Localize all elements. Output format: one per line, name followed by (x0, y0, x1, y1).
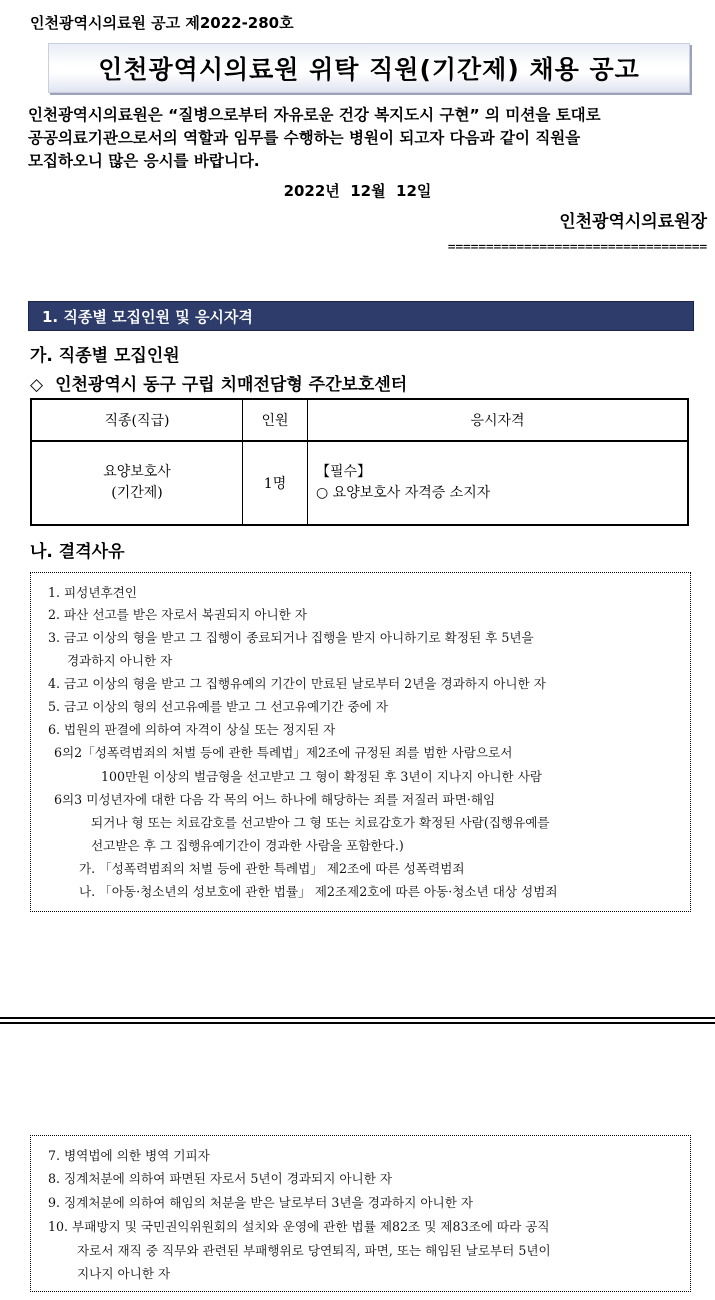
signer: 인천광역시의료원장 (559, 212, 707, 232)
page-title: 인천광역시의료원 위탁 직원(기간제) 채용 공고 (98, 55, 640, 84)
qualification-required-label: 【필수】 (316, 464, 372, 480)
list-item: 6. 법원의 판결에 의하여 자격이 상실 또는 정지된 자 (48, 722, 336, 737)
intro-line-1: 인천광역시의료원은 “질병으로부터 자유로운 건강 복지도시 구현” 의 미션을 토대로 (28, 106, 601, 124)
list-item: 1. 피성년후견인 (48, 585, 138, 600)
list-item: 9. 징계처분에 의하여 해임의 처분을 받은 날로부터 3년을 경과하지 아니한 자 (48, 1195, 474, 1210)
intro-line-2: 공공의료기관으로서의 역할과 임무를 수행하는 병원이 되고자 다음과 같이 직원을 (28, 129, 581, 147)
list-item: 지나지 아니한 자 (77, 1266, 171, 1281)
qualification-item: ○ 요양보호사 자격증 소지자 (316, 485, 491, 501)
count-cell: 1명 (243, 441, 308, 525)
center-name-line (30, 370, 407, 395)
diamond-icon: ◇ (30, 375, 44, 395)
list-item: 7. 병역법에 의한 병역 기피자 (48, 1148, 210, 1163)
list-item: 경과하지 아니한 자 (67, 653, 173, 668)
intro-line-3: 모집하오니 많은 응시를 바랍니다. (28, 152, 260, 170)
job-grade: (기간제) (111, 485, 163, 501)
page-break-divider (0, 1017, 715, 1024)
list-item: 6의3 미성년자에 대한 다음 각 목의 어느 하나에 해당하는 죄를 저질러 파면·해임 (54, 792, 496, 807)
list-item: 5. 금고 이상의 형의 선고유예를 받고 그 선고유예기간 중에 자 (48, 699, 389, 714)
recruitment-table (30, 398, 689, 526)
section-title: 1. 직종별 모집인원 및 응시자격 (42, 307, 253, 326)
center-name: 인천광역시 동구 구립 치매전담형 주간보호센터 (55, 375, 408, 395)
table-header-row (31, 399, 688, 441)
table-header-count: 인원 (243, 399, 308, 441)
list-item: 자로서 재직 중 직무와 관련된 부패행위로 당연퇴직, 파면, 또는 해임된 날로부터 5년이 (77, 1243, 551, 1258)
list-item: 100만원 이상의 벌금형을 선고받고 그 형이 확정된 후 3년이 지나지 아니한 사람 (101, 769, 543, 784)
list-item: 가. 「성폭력범죄의 처벌 등에 관한 특례법」 제2조에 따른 성폭력범죄 (79, 861, 465, 876)
list-item: 10. 부패방지 및 국민권익위원회의 설치와 운영에 관한 법률 제82조 및 제83조에 따라 공직 (48, 1219, 550, 1234)
table-header-job: 직종(직급) (31, 399, 243, 441)
list-item: 선고받은 후 그 집행유예기간이 경과한 사람을 포함한다.) (91, 838, 404, 853)
list-item: 8. 징계처분에 의하여 파면된 자로서 5년이 경과되지 아니한 자 (48, 1171, 393, 1186)
table-row (31, 441, 688, 525)
list-item: 2. 파산 선고를 받은 자로서 복권되지 아니한 자 (48, 607, 308, 622)
subsection-heading-a: 가. 직종별 모집인원 (30, 346, 180, 366)
qualification-cell (308, 441, 689, 525)
disqualification-box-2 (30, 1135, 691, 1292)
separator-line: ================================== (447, 240, 707, 255)
list-item: 6의2「성폭력범죄의 처벌 등에 관한 특례법」제2조에 규정된 죄를 범한 사람으로서 (54, 745, 513, 760)
notice-number: 인천광역시의료원 공고 제2022-280호 (30, 14, 294, 32)
list-item: 되거나 형 또는 치료감호를 선고받아 그 형 또는 치료감호가 확정된 사람(집행유예를 (91, 815, 550, 830)
notice-date: 2022년 12월 12일 (283, 182, 432, 200)
list-item: 3. 금고 이상의 형을 받고 그 집행이 종료되거나 집행을 받지 아니하기로 확정된 후 5년을 (48, 630, 534, 645)
list-item: 4. 금고 이상의 형을 받고 그 집행유예의 기간이 만료된 날로부터 2년을 경과하지 아니한 자 (48, 676, 546, 691)
subsection-heading-b: 나. 결격사유 (30, 542, 125, 562)
section-header (28, 301, 694, 331)
page-title-banner (48, 43, 690, 93)
disqualification-box-1 (30, 572, 691, 912)
table-header-qualification: 응시자격 (308, 399, 689, 441)
list-item: 나. 「아동·청소년의 성보호에 관한 법률」 제2조제2호에 따른 아동·청소년 대상 성범죄 (79, 884, 558, 899)
job-title: 요양보호사 (103, 464, 171, 480)
job-cell (31, 441, 243, 525)
intro-paragraph (28, 104, 708, 173)
